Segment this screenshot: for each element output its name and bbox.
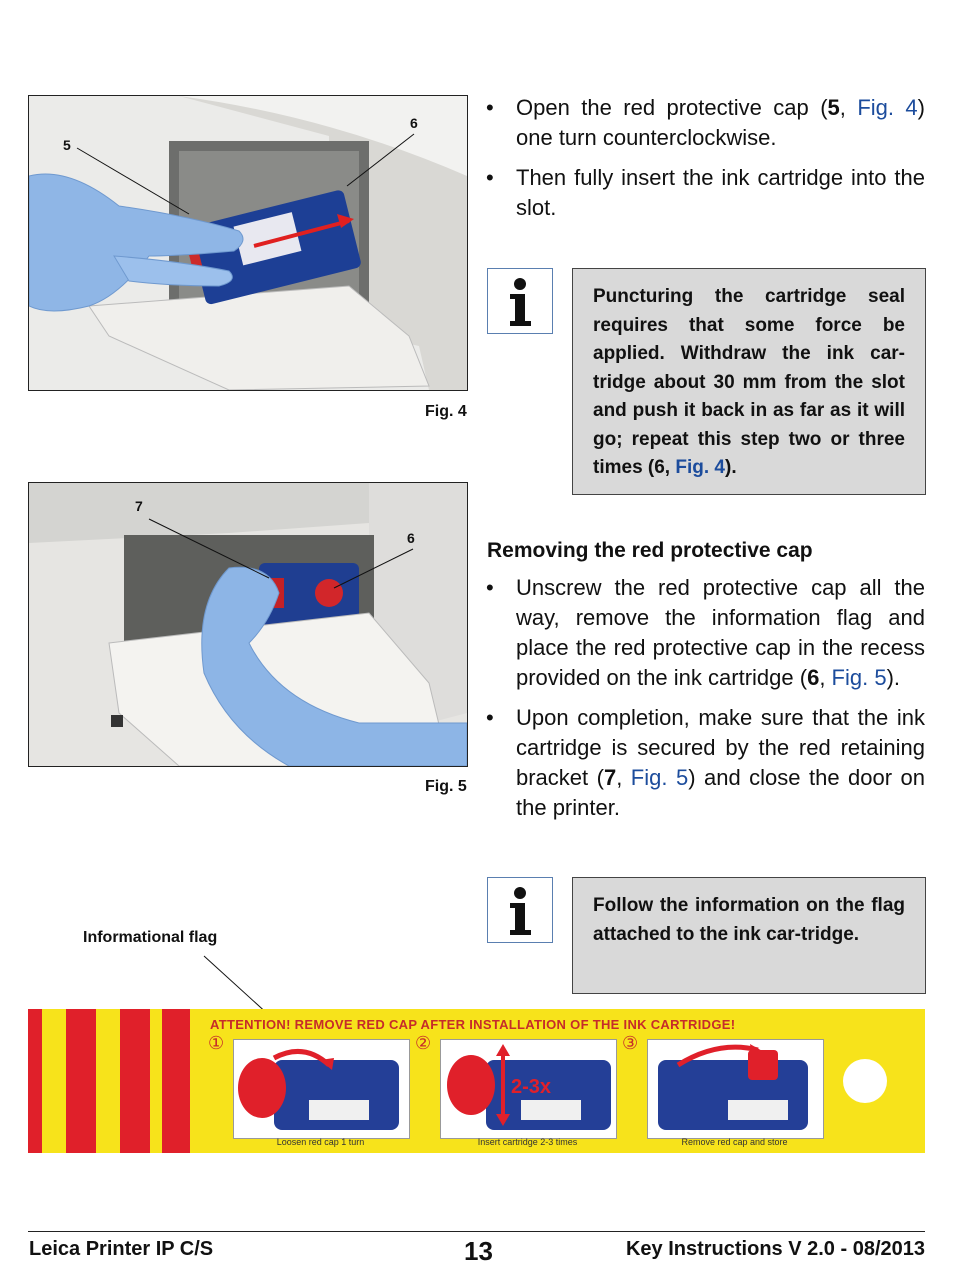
- flag-step-caption: Loosen red cap 1 turn: [276, 1137, 365, 1147]
- steps-remove-cap: [486, 573, 925, 833]
- info-icon: [487, 268, 553, 334]
- step-open-cap: [486, 93, 925, 153]
- step-unscrew-cap: [486, 573, 925, 693]
- footer-product: Leica Printer IP C/S: [29, 1238, 214, 1260]
- figure-link[interactable]: Fig. 5: [630, 765, 689, 790]
- note-puncturing-seal: [572, 268, 926, 495]
- figure-link[interactable]: Fig. 4: [675, 457, 725, 478]
- flag-title: ATTENTION! REMOVE RED CAP AFTER INSTALLATION OF THE INK CARTRIDGE!: [210, 1017, 736, 1032]
- flag-step-2-image: [440, 1039, 617, 1139]
- section-heading: Removing the red protective cap: [487, 539, 813, 562]
- flag-stripe-red: [162, 1009, 190, 1153]
- flag-step-3-image: [647, 1039, 824, 1139]
- step-insert-cartridge: [486, 163, 925, 223]
- text-run: ,: [839, 95, 858, 120]
- text-run: Puncturing the cartridge seal requires that some force be applied. Withdraw the ink car-tridge about 30 mm from the slot and push it back in as far as it will go; repeat this step two or three times (6,: [593, 286, 905, 478]
- flag-stripe-red: [28, 1009, 42, 1153]
- callout-ref: 7: [603, 765, 617, 790]
- callout-ref: 6: [807, 665, 820, 690]
- text-run: ,: [616, 765, 631, 790]
- footer-doc-version: Key Instructions V 2.0 - 08/2013: [625, 1238, 925, 1260]
- note-follow-flag: [572, 877, 926, 994]
- fig4-callout-6: 6: [410, 115, 418, 131]
- figure-link[interactable]: Fig. 4: [857, 95, 918, 120]
- flag-stripe-red: [66, 1009, 96, 1153]
- flag-step-number: ①: [208, 1033, 225, 1053]
- info-icon: [487, 877, 553, 943]
- figure-5-photo: [28, 482, 468, 767]
- text-run: ) one turn counterclockwise.: [516, 95, 925, 150]
- text-run: Upon completion, make sure that the ink cartridge is secured by the red retaining bracket (: [516, 705, 925, 790]
- fig5-callout-6: 6: [407, 530, 415, 546]
- flag-caption: Informational flag: [83, 929, 218, 946]
- informational-flag: [28, 1009, 925, 1153]
- flag-step-2-overlay: 2-3x: [511, 1076, 552, 1098]
- text-run: ).: [886, 665, 901, 690]
- fig5-callout-7: 7: [135, 498, 143, 514]
- text-run: ) and close the door on the printer.: [516, 765, 926, 820]
- flag-step-1-image: [233, 1039, 410, 1139]
- fig4-label: Fig. 4: [425, 403, 467, 420]
- fig4-callout-5: 5: [63, 137, 71, 153]
- fig5-label: Fig. 5: [425, 778, 467, 795]
- callout-ref: 5: [827, 95, 840, 120]
- text-run: ).: [725, 457, 737, 478]
- text-run: Follow the information on the flag attached to the ink car-tridge.: [593, 895, 905, 945]
- page-number: 13: [464, 1236, 493, 1266]
- flag-step-number: ②: [415, 1033, 432, 1053]
- step-close-door: [486, 703, 925, 823]
- text-run: Unscrew the red protective cap all the way, remove the information flag and place the red protective cap in the recess provided on the ink cartridge (: [516, 575, 925, 690]
- figure-4-photo: [28, 95, 468, 391]
- flag-step-caption: Remove red cap and store: [681, 1137, 788, 1147]
- flag-step-caption: Insert cartridge 2-3 times: [477, 1137, 578, 1147]
- flag-step-number: ③: [622, 1033, 639, 1053]
- steps-insert-cartridge: [486, 93, 925, 233]
- text-run: Open the red protective cap (: [516, 95, 828, 120]
- flag-hole: [843, 1059, 887, 1103]
- text-run: ,: [819, 665, 832, 690]
- footer-rule: [28, 1231, 925, 1232]
- figure-link[interactable]: Fig. 5: [831, 665, 887, 690]
- text-run: Then fully insert the ink cartridge into the slot.: [516, 165, 925, 220]
- flag-stripe-red: [120, 1009, 150, 1153]
